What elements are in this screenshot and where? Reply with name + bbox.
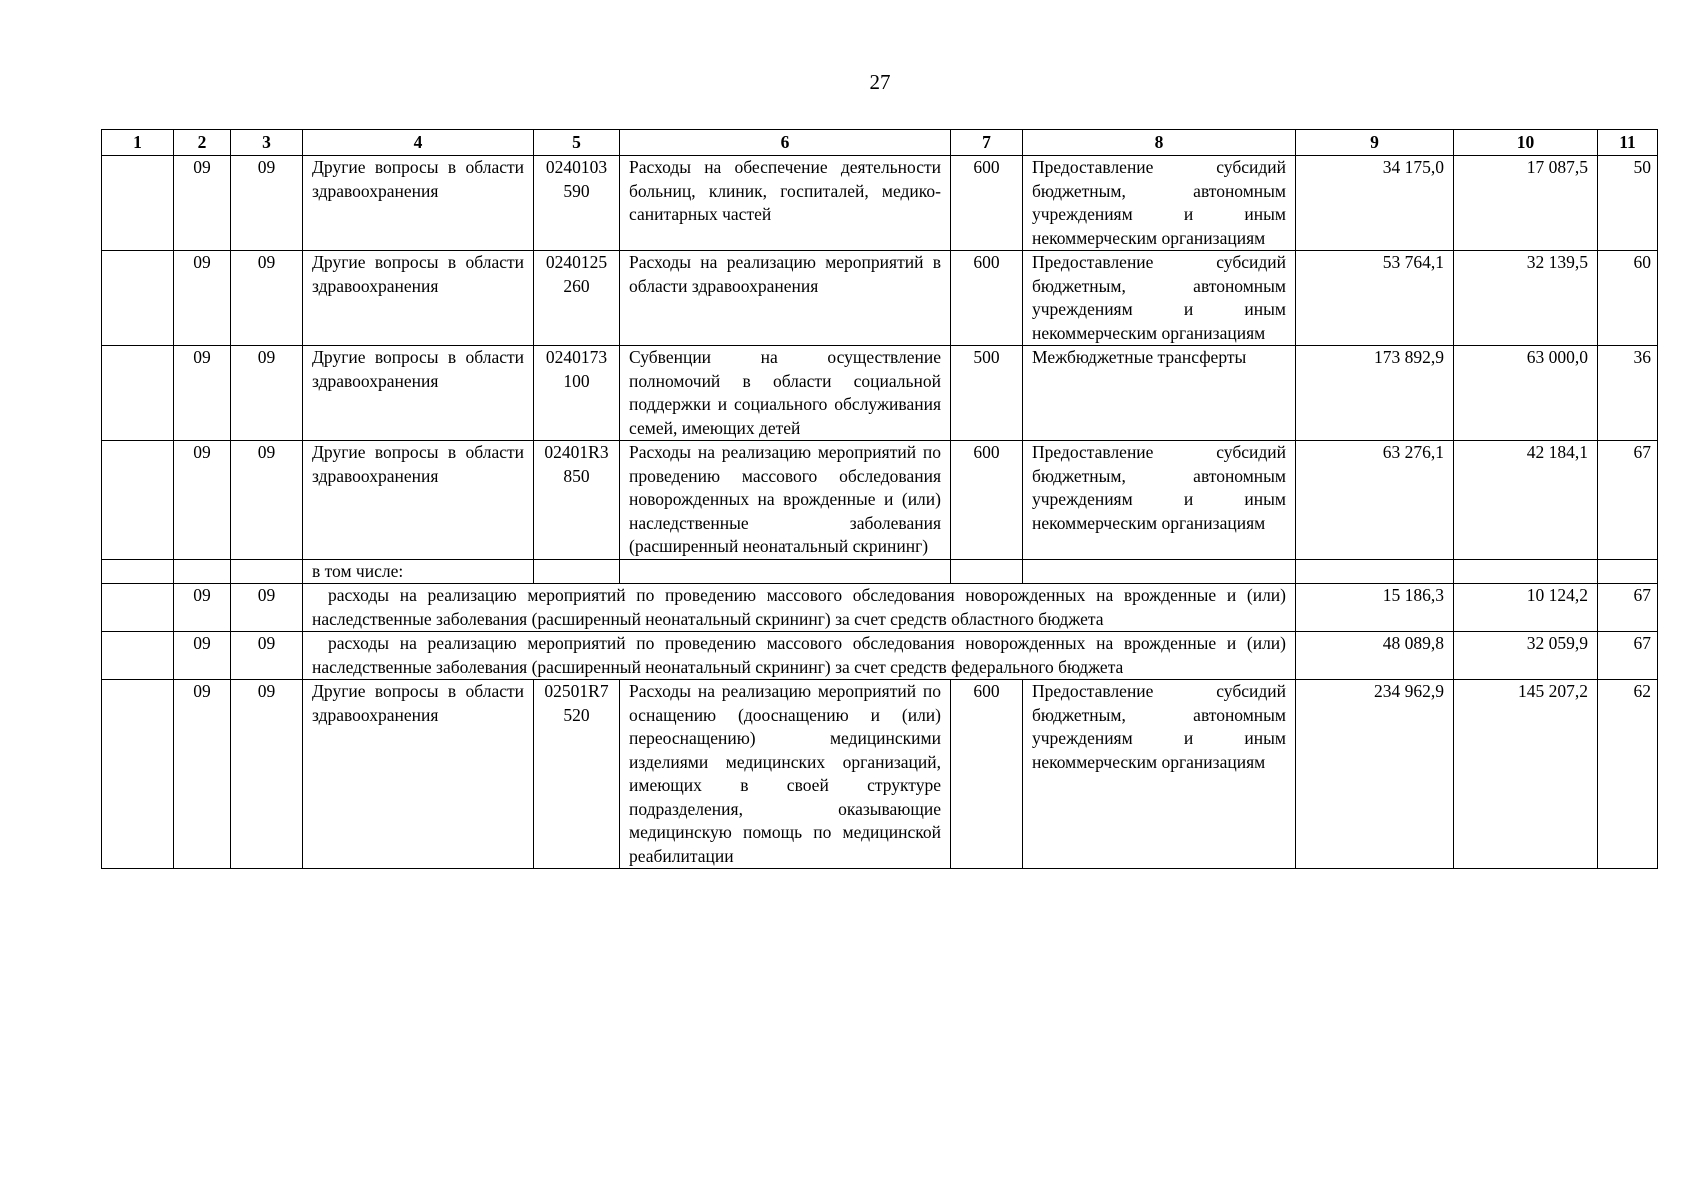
cell-percent: 60 (1598, 251, 1658, 346)
column-header-4: 4 (303, 130, 534, 156)
cell-expense-type: 600 (951, 251, 1023, 346)
cell-article-name: Субвенции на осуществление полномочий в области социальной поддержки и социального обслуживания семей, имеющих детей (620, 346, 951, 441)
cell-section: 09 (174, 584, 231, 632)
cell-expense-type: 500 (951, 346, 1023, 441)
cell-subsection-name: Другие вопросы в области здравоохранения (303, 156, 534, 251)
cell-col1 (102, 251, 174, 346)
cell-article-name: Расходы на реализацию мероприятий в области здравоохранения (620, 251, 951, 346)
including-label: в том числе: (303, 559, 534, 584)
cell-percent: 67 (1598, 441, 1658, 560)
cell-amount-plan: 53 764,1 (1296, 251, 1454, 346)
page-number: 27 (869, 70, 891, 94)
cell-article-name: Расходы на реализацию мероприятий по оснащению (дооснащению и (или) переоснащению) медицинскими изделиями медицинских организаций, имеющих в своей структуре подразделения, оказывающие медицинскую помощь по медицинской реабилитации (620, 680, 951, 869)
cell-empty (1296, 559, 1454, 584)
cell-col1 (102, 156, 174, 251)
column-header-2: 2 (174, 130, 231, 156)
column-header-7: 7 (951, 130, 1023, 156)
including-row (102, 559, 1658, 584)
cell-col1 (102, 632, 174, 680)
cell-amount-actual: 63 000,0 (1454, 346, 1598, 441)
column-header-6: 6 (620, 130, 951, 156)
cell-expense-type-name: Предоставление субсидий бюджетным, автономным учреждениям и иным некоммерческим организациям (1023, 251, 1296, 346)
cell-percent: 67 (1598, 632, 1658, 680)
table-row (102, 346, 1658, 441)
cell-empty (620, 559, 951, 584)
cell-expense-type-name: Предоставление субсидий бюджетным, автономным учреждениям и иным некоммерческим организациям (1023, 441, 1296, 560)
cell-subsection: 09 (231, 584, 303, 632)
cell-expense-type: 600 (951, 441, 1023, 560)
cell-amount-actual: 17 087,5 (1454, 156, 1598, 251)
cell-section: 09 (174, 251, 231, 346)
budget-table (101, 129, 1658, 869)
cell-subrow-description: расходы на реализацию мероприятий по проведению массового обследования новорожденных на врожденные и (или) наследственные заболевания (расширенный неонатальный скрининг) за счет средств областного бюджета (303, 584, 1296, 632)
cell-expense-type-name: Межбюджетные трансферты (1023, 346, 1296, 441)
cell-target-article: 0240125260 (534, 251, 620, 346)
table-subrow (102, 632, 1658, 680)
cell-amount-actual: 10 124,2 (1454, 584, 1598, 632)
cell-amount-plan: 234 962,9 (1296, 680, 1454, 869)
column-header-8: 8 (1023, 130, 1296, 156)
cell-percent: 50 (1598, 156, 1658, 251)
column-header-10: 10 (1454, 130, 1598, 156)
cell-subsection-name: Другие вопросы в области здравоохранения (303, 441, 534, 560)
cell-amount-plan: 173 892,9 (1296, 346, 1454, 441)
cell-col1 (102, 346, 174, 441)
cell-expense-type-name: Предоставление субсидий бюджетным, автономным учреждениям и иным некоммерческим организациям (1023, 156, 1296, 251)
cell-percent: 36 (1598, 346, 1658, 441)
cell-section: 09 (174, 680, 231, 869)
cell-article-name: Расходы на реализацию мероприятий по проведению массового обследования новорожденных на врожденные и (или) наследственные заболевания (расширенный неонатальный скрининг) (620, 441, 951, 560)
table-row (102, 156, 1658, 251)
column-header-11: 11 (1598, 130, 1658, 156)
cell-col1 (102, 584, 174, 632)
cell-target-article: 0240173100 (534, 346, 620, 441)
cell-amount-actual: 145 207,2 (1454, 680, 1598, 869)
cell-target-article: 0240103590 (534, 156, 620, 251)
cell-empty (231, 559, 303, 584)
cell-expense-type: 600 (951, 156, 1023, 251)
cell-section: 09 (174, 156, 231, 251)
cell-subsection: 09 (231, 441, 303, 560)
cell-section: 09 (174, 632, 231, 680)
cell-expense-type: 600 (951, 680, 1023, 869)
header-row (102, 130, 1658, 156)
cell-col1 (102, 441, 174, 560)
cell-subsection: 09 (231, 346, 303, 441)
cell-empty (1454, 559, 1598, 584)
cell-amount-plan: 63 276,1 (1296, 441, 1454, 560)
cell-amount-actual: 32 139,5 (1454, 251, 1598, 346)
cell-subsection-name: Другие вопросы в области здравоохранения (303, 251, 534, 346)
cell-subsection: 09 (231, 632, 303, 680)
table-row (102, 441, 1658, 560)
cell-section: 09 (174, 346, 231, 441)
column-header-3: 3 (231, 130, 303, 156)
cell-empty (1598, 559, 1658, 584)
cell-empty (951, 559, 1023, 584)
cell-empty (534, 559, 620, 584)
cell-expense-type-name: Предоставление субсидий бюджетным, автономным учреждениям и иным некоммерческим организациям (1023, 680, 1296, 869)
cell-subsection: 09 (231, 156, 303, 251)
cell-subsection-name: Другие вопросы в области здравоохранения (303, 680, 534, 869)
cell-subsection-name: Другие вопросы в области здравоохранения (303, 346, 534, 441)
cell-article-name: Расходы на обеспечение деятельности больниц, клиник, госпиталей, медико-санитарных частей (620, 156, 951, 251)
cell-empty (1023, 559, 1296, 584)
table-row (102, 680, 1658, 869)
cell-amount-plan: 34 175,0 (1296, 156, 1454, 251)
cell-percent: 67 (1598, 584, 1658, 632)
cell-amount-plan: 48 089,8 (1296, 632, 1454, 680)
cell-empty (174, 559, 231, 584)
cell-col1 (102, 680, 174, 869)
column-header-1: 1 (102, 130, 174, 156)
cell-subsection: 09 (231, 251, 303, 346)
cell-amount-actual: 32 059,9 (1454, 632, 1598, 680)
column-header-9: 9 (1296, 130, 1454, 156)
cell-target-article: 02401R3850 (534, 441, 620, 560)
cell-percent: 62 (1598, 680, 1658, 869)
table-row (102, 251, 1658, 346)
cell-amount-plan: 15 186,3 (1296, 584, 1454, 632)
cell-empty (102, 559, 174, 584)
table-subrow (102, 584, 1658, 632)
cell-subrow-description: расходы на реализацию мероприятий по проведению массового обследования новорожденных на врожденные и (или) наследственные заболевания (расширенный неонатальный скрининг) за счет средств федерального бюджета (303, 632, 1296, 680)
cell-target-article: 02501R7520 (534, 680, 620, 869)
cell-subsection: 09 (231, 680, 303, 869)
column-header-5: 5 (534, 130, 620, 156)
cell-section: 09 (174, 441, 231, 560)
cell-amount-actual: 42 184,1 (1454, 441, 1598, 560)
